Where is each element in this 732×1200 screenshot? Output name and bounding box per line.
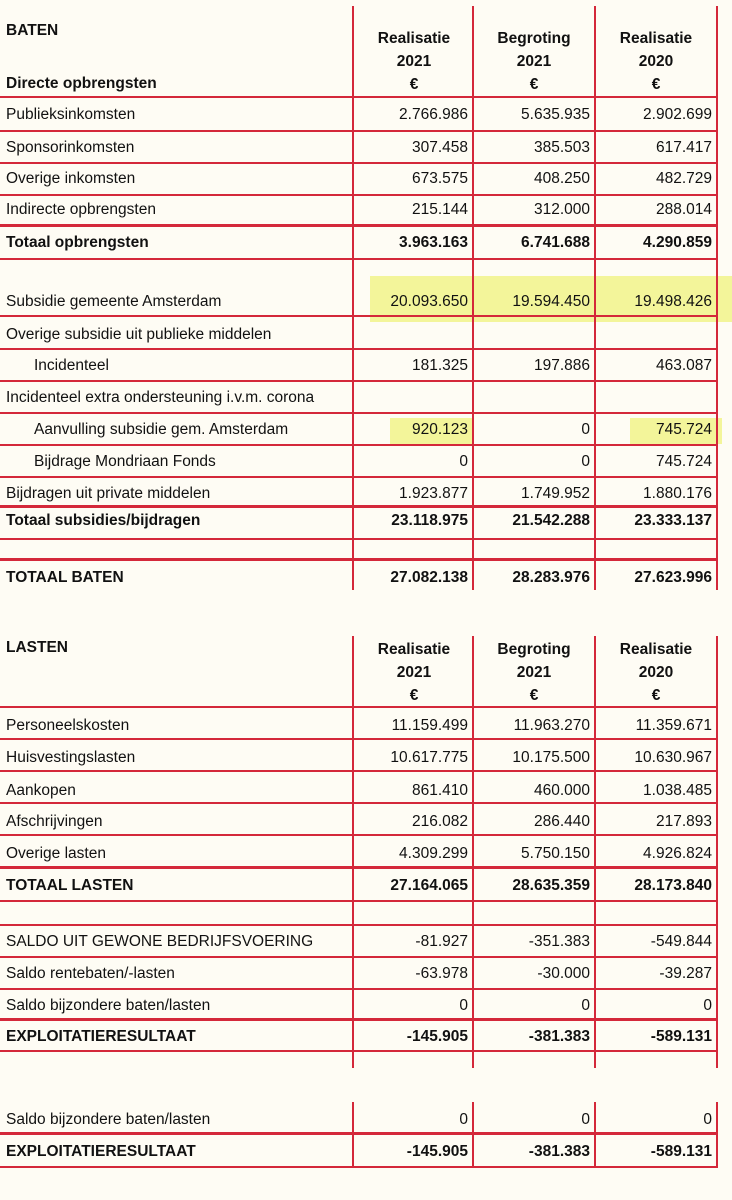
- value-begroting-2021: -381.383: [528, 1143, 590, 1160]
- row-label-total: Totaal opbrengsten: [6, 234, 149, 251]
- row-label: Bijdragen uit private middelen: [6, 485, 211, 502]
- value-realisatie-2021: 0: [459, 997, 468, 1014]
- row-label: Personeelskosten: [6, 717, 130, 734]
- value-begroting-2021: -381.383: [528, 1028, 590, 1045]
- column-header-line1: Begroting: [497, 30, 571, 47]
- value-begroting-2021: 5.635.935: [521, 106, 590, 123]
- value-realisatie-2020: 19.498.426: [634, 293, 712, 310]
- row-rule: [0, 738, 718, 740]
- row-rule: [0, 924, 718, 926]
- value-realisatie-2021: 10.617.775: [390, 749, 468, 766]
- row-label: Aanvulling subsidie gem. Amsterdam: [34, 421, 289, 438]
- value-begroting-2021: 460.000: [533, 782, 590, 799]
- value-realisatie-2020: 23.333.137: [634, 512, 712, 529]
- column-header-line2: 2021: [516, 53, 552, 70]
- column-header-unit: €: [529, 76, 539, 93]
- column-header-line2: 2021: [396, 664, 432, 681]
- value-realisatie-2021: 673.575: [411, 170, 468, 187]
- value-realisatie-2020: 617.417: [655, 139, 712, 156]
- row-rule: [0, 258, 718, 260]
- value-realisatie-2020: 288.014: [655, 201, 712, 218]
- value-realisatie-2020: -589.131: [650, 1028, 712, 1045]
- row-rule: [0, 194, 718, 196]
- subtitle-directe-opbrengsten: Directe opbrengsten: [6, 75, 157, 92]
- row-label: Indirecte opbrengsten: [6, 201, 156, 218]
- col-divider: [472, 1102, 474, 1168]
- value-realisatie-2020: 1.038.485: [643, 782, 712, 799]
- row-rule: [0, 444, 718, 446]
- value-realisatie-2020: 482.729: [655, 170, 712, 187]
- value-realisatie-2021: -145.905: [406, 1028, 468, 1045]
- value-begroting-2021: 286.440: [533, 813, 590, 830]
- value-begroting-2021: 0: [581, 421, 590, 438]
- value-realisatie-2020: 1.880.176: [643, 485, 712, 502]
- value-realisatie-2021: 920.123: [411, 421, 468, 438]
- value-realisatie-2021: 3.963.163: [399, 234, 468, 251]
- value-begroting-2021: 0: [581, 1111, 590, 1128]
- value-begroting-2021: 28.283.976: [512, 569, 590, 586]
- value-realisatie-2020: 0: [703, 997, 712, 1014]
- row-rule: [0, 348, 718, 350]
- row-label: Bijdrage Mondriaan Fonds: [34, 453, 216, 470]
- value-realisatie-2021: -81.927: [415, 933, 468, 950]
- value-realisatie-2020: 4.926.824: [643, 845, 712, 862]
- value-realisatie-2021: 11.159.499: [391, 717, 468, 734]
- value-realisatie-2020: 745.724: [655, 421, 712, 438]
- row-label: Huisvestingslasten: [6, 749, 136, 766]
- row-rule: [0, 866, 718, 869]
- row-rule: [0, 956, 718, 958]
- value-realisatie-2021: 216.082: [411, 813, 468, 830]
- value-realisatie-2021: 861.410: [411, 782, 468, 799]
- row-rule: [0, 476, 718, 478]
- value-realisatie-2020: 463.087: [655, 357, 712, 374]
- row-rule: [0, 538, 718, 540]
- value-realisatie-2021: 23.118.975: [391, 512, 468, 529]
- col-divider: [716, 6, 718, 590]
- row-label: Saldo rentebaten/-lasten: [6, 965, 175, 982]
- column-header: [354, 27, 474, 96]
- column-header-line1: Realisatie: [619, 641, 693, 658]
- value-realisatie-2020: 11.359.671: [635, 717, 712, 734]
- row-rule: [0, 1050, 718, 1052]
- row-rule: [0, 1018, 718, 1021]
- value-begroting-2021: 1.749.952: [521, 485, 590, 502]
- row-label: Overige subsidie uit publieke middelen: [6, 326, 272, 343]
- column-header-line2: 2021: [396, 53, 432, 70]
- row-rule: [0, 162, 718, 164]
- row-label-grand-total: TOTAAL BATEN: [6, 569, 124, 586]
- column-header-unit: €: [529, 687, 539, 704]
- value-realisatie-2020: 10.630.967: [634, 749, 712, 766]
- value-realisatie-2020: -549.844: [650, 933, 712, 950]
- value-begroting-2021: 0: [581, 997, 590, 1014]
- row-rule: [0, 558, 718, 561]
- value-begroting-2021: -351.383: [528, 933, 590, 950]
- value-realisatie-2021: 215.144: [411, 201, 468, 218]
- row-label: Incidenteel: [34, 357, 109, 374]
- row-rule: [0, 315, 718, 317]
- value-begroting-2021: 11.963.270: [513, 717, 590, 734]
- column-header-line1: Realisatie: [377, 30, 451, 47]
- value-realisatie-2020: 217.893: [655, 813, 712, 830]
- row-rule: [0, 505, 718, 508]
- column-header-line1: Begroting: [497, 641, 571, 658]
- value-begroting-2021: 19.594.450: [512, 293, 590, 310]
- value-realisatie-2020: -589.131: [650, 1143, 712, 1160]
- row-label: Saldo bijzondere baten/lasten: [6, 997, 211, 1014]
- value-begroting-2021: 5.750.150: [521, 845, 590, 862]
- row-label: Sponsorinkomsten: [6, 139, 135, 156]
- row-rule: [0, 834, 718, 836]
- row-rule: [0, 130, 718, 132]
- value-realisatie-2021: -145.905: [406, 1143, 468, 1160]
- row-rule: [0, 96, 718, 98]
- value-begroting-2021: 28.635.359: [512, 877, 590, 894]
- col-divider: [716, 1102, 718, 1168]
- column-header-line2: 2020: [638, 53, 674, 70]
- row-label-total: Totaal subsidies/bijdragen: [6, 512, 201, 529]
- column-header-unit: €: [651, 687, 661, 704]
- value-realisatie-2021: 27.164.065: [390, 877, 468, 894]
- section-title-lasten: LASTEN: [6, 639, 68, 656]
- col-divider: [594, 1102, 596, 1168]
- section-title-baten: BATEN: [6, 22, 59, 39]
- row-label: Overige lasten: [6, 845, 106, 862]
- column-header-unit: €: [409, 687, 419, 704]
- row-label: Subsidie gemeente Amsterdam: [6, 293, 222, 310]
- value-realisatie-2021: 1.923.877: [399, 485, 468, 502]
- value-realisatie-2021: 2.766.986: [399, 106, 468, 123]
- row-label-total: TOTAAL LASTEN: [6, 877, 134, 894]
- row-label: Publieksinkomsten: [6, 106, 136, 123]
- column-header: [596, 638, 716, 707]
- row-rule: [0, 412, 718, 414]
- row-label: Overige inkomsten: [6, 170, 136, 187]
- row-rule: [0, 380, 718, 382]
- value-realisatie-2021: 20.093.650: [390, 293, 468, 310]
- row-rule: [0, 770, 718, 772]
- row-rule: [0, 988, 718, 990]
- row-rule: [0, 900, 718, 902]
- row-label-result: EXPLOITATIERESULTAAT: [6, 1028, 196, 1045]
- value-realisatie-2020: 4.290.859: [643, 234, 712, 251]
- value-realisatie-2021: 0: [459, 453, 468, 470]
- column-header-line2: 2021: [516, 664, 552, 681]
- row-label-result: EXPLOITATIERESULTAAT: [6, 1143, 196, 1160]
- row-label: Saldo bijzondere baten/lasten: [6, 1111, 211, 1128]
- col-divider: [716, 636, 718, 1068]
- value-begroting-2021: 385.503: [533, 139, 590, 156]
- row-label: SALDO UIT GEWONE BEDRIJFSVOERING: [6, 933, 314, 950]
- value-begroting-2021: 6.741.688: [521, 234, 590, 251]
- value-realisatie-2021: 0: [459, 1111, 468, 1128]
- value-realisatie-2021: 27.082.138: [390, 569, 468, 586]
- value-begroting-2021: 10.175.500: [512, 749, 590, 766]
- value-realisatie-2021: 307.458: [411, 139, 468, 156]
- value-begroting-2021: 197.886: [533, 357, 590, 374]
- row-rule: [0, 1132, 718, 1135]
- value-begroting-2021: -30.000: [537, 965, 590, 982]
- value-realisatie-2020: 2.902.699: [643, 106, 712, 123]
- value-realisatie-2021: 4.309.299: [399, 845, 468, 862]
- column-header-unit: €: [651, 76, 661, 93]
- value-begroting-2021: 21.542.288: [512, 512, 590, 529]
- column-header: [474, 638, 594, 707]
- value-realisatie-2020: 28.173.840: [634, 877, 712, 894]
- row-label: Incidenteel extra ondersteuning i.v.m. corona: [6, 389, 315, 406]
- value-begroting-2021: 408.250: [533, 170, 590, 187]
- column-header: [474, 27, 594, 96]
- row-rule: [0, 802, 718, 804]
- value-realisatie-2021: 181.325: [411, 357, 468, 374]
- value-begroting-2021: 0: [581, 453, 590, 470]
- value-realisatie-2020: 27.623.996: [634, 569, 712, 586]
- value-begroting-2021: 312.000: [533, 201, 590, 218]
- value-realisatie-2021: -63.978: [415, 965, 468, 982]
- column-header: [596, 27, 716, 96]
- column-header-line1: Realisatie: [377, 641, 451, 658]
- row-rule: [0, 224, 718, 227]
- column-header-line2: 2020: [638, 664, 674, 681]
- row-rule: [0, 1166, 718, 1168]
- value-realisatie-2020: 745.724: [655, 453, 712, 470]
- column-header-line1: Realisatie: [619, 30, 693, 47]
- value-realisatie-2020: 0: [703, 1111, 712, 1128]
- col-divider: [352, 1102, 354, 1168]
- column-header-unit: €: [409, 76, 419, 93]
- row-label: Aankopen: [6, 782, 76, 799]
- row-label: Afschrijvingen: [6, 813, 103, 830]
- column-header: [354, 638, 474, 707]
- value-realisatie-2020: -39.287: [659, 965, 712, 982]
